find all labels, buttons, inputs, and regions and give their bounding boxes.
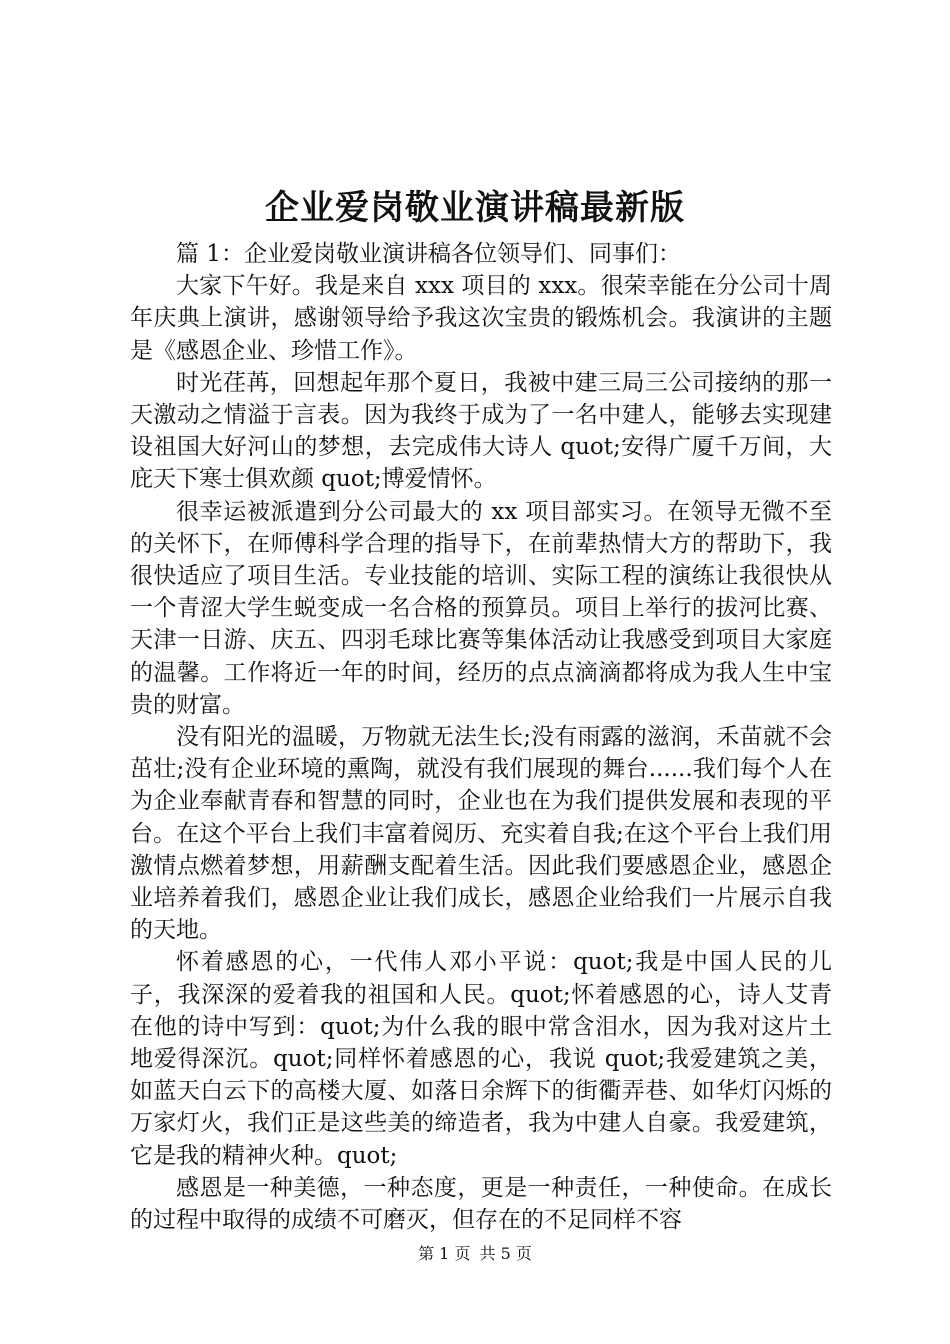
paragraph: 感恩是一种美德，一种态度，更是一种责任，一种使命。在成长的过程中取得的成绩不可磨灭，但存在的不足同样不容 (130, 1174, 832, 1234)
paragraph: 没有阳光的温暖，万物就无法生长;没有雨露的滋润，禾苗就不会茁壮;没有企业环境的熏陶，就没有我们展现的舞台......我们每个人在为企业奉献青春和智慧的同时，企业也在为我们提供发展和表现的平台。在这个平台上我们丰富着阅历、充实着自我;在这个平台上我们用激情点燃着梦想，用薪酬支配着生活。因此我们要感恩企业，感恩企业培养着我们，感恩企业让我们成长，感恩企业给我们一片展示自我的天地。 (130, 724, 832, 944)
paragraph: 时光荏苒，回想起年那个夏日，我被中建三局三公司接纳的那一天激动之情溢于言表。因为我终于成为了一名中建人，能够去实现建设祖国大好河山的梦想，去完成伟大诗人 quot;安得广厦千万间，大庇天下寒士俱欢颜 quot;博爱情怀。 (130, 369, 832, 493)
page-number: 第 1 页 (418, 1244, 471, 1263)
document-body (130, 238, 832, 1236)
paragraph: 怀着感恩的心，一代伟人邓小平说：quot;我是中国人民的儿子，我深深的爱着我的祖国和人民。quot;怀着感恩的心，诗人艾青在他的诗中写到：quot;为什么我的眼中常含泪水，因为我对这片土地爱得深沉。quot;同样怀着感恩的心，我说 quot;我爱建筑之美，如蓝天白云下的高楼大厦、如落日余辉下的街衢弄巷、如华灯闪烁的万家灯火，我们正是这些美的缔造者，我为中建人自豪。我爱建筑，它是我的精神火种。quot; (130, 949, 832, 1169)
document-title: 企业爱岗敬业演讲稿最新版 (265, 188, 685, 228)
paragraph-intro: 篇 1：企业爱岗敬业演讲稿各位领导们、同事们： (176, 241, 681, 267)
paragraph: 大家下午好。我是来自 xxx 项目的 xxx。很荣幸能在分公司十周年庆典上演讲，感谢领导给予我这次宝贵的锻炼机会。我演讲的主题是《感恩企业、珍惜工作》。 (130, 273, 832, 364)
page-total: 共 5 页 (479, 1244, 532, 1263)
page-footer (0, 1244, 950, 1264)
paragraph: 很幸运被派遣到分公司最大的 xx 项目部实习。在领导无微不至的关怀下，在师傅科学合理的指导下，在前辈热情大方的帮助下，我很快适应了项目生活。专业技能的培训、实际工程的演练让我很快从一个青涩大学生蜕变成一名合格的预算员。项目上举行的拔河比赛、天津一日游、庆五、四羽毛球比赛等集体活动让我感受到项目大家庭的温馨。工作将近一年的时间，经历的点点滴滴都将成为我人生中宝贵的财富。 (130, 498, 832, 718)
